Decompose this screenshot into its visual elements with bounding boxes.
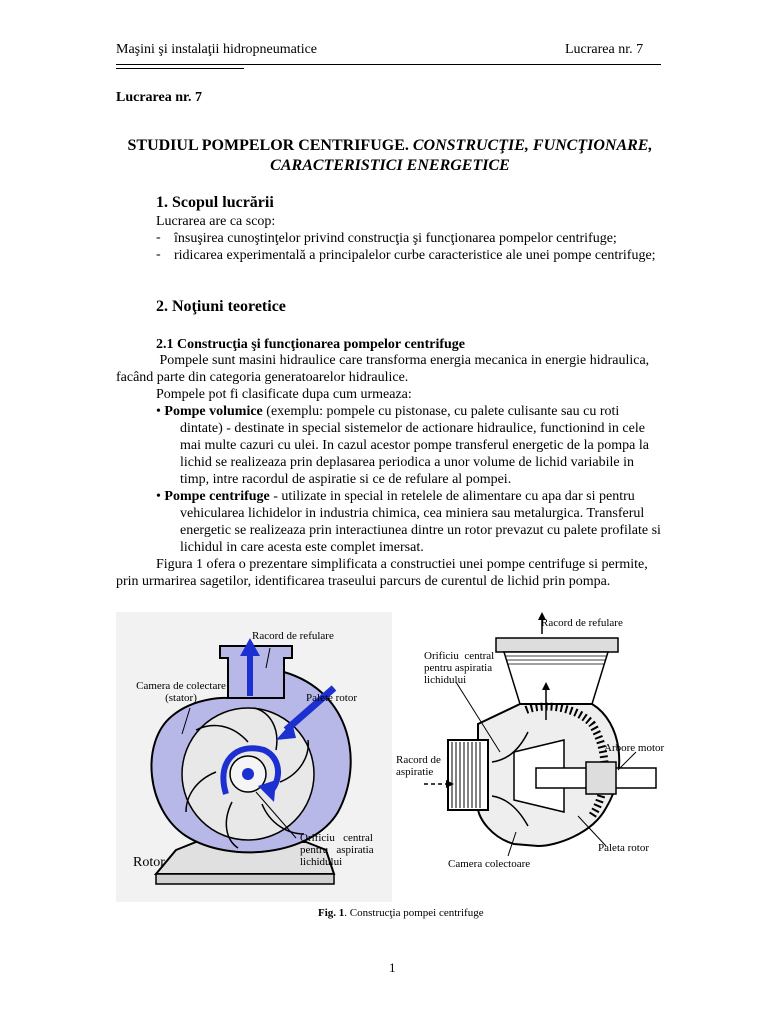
subsection-2-1-heading: 2.1 Construcţia şi funcţionarea pompelor centrifuge bbox=[156, 337, 466, 352]
title-italic-2: CARACTERISTICI ENERGETICE bbox=[270, 157, 510, 174]
label-orificiu-right-line-3: lichidului bbox=[424, 674, 467, 686]
bullet-2-line-3: energetic se realizeaza prin interactiunea dintre un rotor prevazut cu palete profilate si bbox=[180, 523, 661, 538]
running-header-left: Maşini şi instalaţii hidropneumatice bbox=[116, 42, 318, 57]
label-camera-colectare bbox=[118, 680, 244, 704]
label-orificiu-right bbox=[424, 650, 516, 686]
bullet-pompe-volumice bbox=[156, 403, 668, 488]
document-title bbox=[116, 136, 664, 176]
bullet-1-line-3: mai multe cazuri cu ulei. In cazul acestor pompe transferul energetic de la pompa la bbox=[180, 438, 649, 453]
section-1-heading: 1. Scopul lucrării bbox=[156, 194, 274, 211]
bullet-2-bold: Pompe centrifuge bbox=[164, 489, 270, 504]
para-3-line-1: Figura 1 ofera o prezentare simplificata a constructiei unei pompe centrifuge si permite, bbox=[156, 557, 648, 572]
label-racord-aspiratie-line-2: aspiratie bbox=[396, 766, 434, 778]
label-orificiu-left bbox=[300, 832, 392, 868]
bullet-1-line-1: (exemplu: pompele cu pistonase, cu palete culisante sau cu roti bbox=[262, 404, 620, 419]
dash-marker: - bbox=[156, 247, 161, 262]
bullet-2-line-4: lichidul in care acesta este complet imersat. bbox=[180, 540, 424, 555]
title-plain: STUDIUL POMPELOR CENTRIFUGE. bbox=[127, 137, 413, 154]
caption-text: . Construcţia pompei centrifuge bbox=[344, 907, 484, 919]
bullet-1-line-4: lichid se realizeaza prin deplasarea periodica a unor volume de lichid variabile in bbox=[180, 455, 635, 470]
bullet-2-line-1: - utilizate in special in retelele de alimentare cu apa dar si pentru bbox=[269, 489, 635, 504]
label-orificiu-left-line-3: lichidului bbox=[300, 856, 343, 868]
label-camera-colectoare: Camera colectoare bbox=[448, 858, 531, 870]
label-palete-rotor: Palete rotor bbox=[306, 692, 358, 704]
label-camera-line-2: (stator) bbox=[165, 692, 197, 704]
header-rule bbox=[116, 64, 661, 65]
objective-item-2: ridicarea experimentală a principalelor curbe caracteristice ale unei pompe centrifuge; bbox=[174, 248, 656, 263]
label-racord-aspiratie bbox=[396, 754, 441, 778]
bullet-dot: • bbox=[156, 404, 165, 419]
lab-label: Lucrarea nr. 7 bbox=[116, 90, 202, 105]
label-racord-aspiratie-line-1: Racord de bbox=[396, 754, 441, 766]
bullet-1-line-5: timp, intre racordul de aspiratie si ce de refulare al pompei. bbox=[180, 472, 512, 487]
para-1-line-1: Pompele sunt masini hidraulice care transforma energia mecanica in energie hidraulica, bbox=[156, 353, 650, 368]
bullet-2-line-2: vehicularea lichidelor in industria chimica, cea miniera sau metalurgica. Transferul bbox=[180, 506, 645, 521]
bullet-1-line-2: dintate) - destinate in special sistemelor de actionare hidraulice, functionind in cele bbox=[180, 421, 645, 436]
label-arbore-motor: Arbore motor bbox=[604, 742, 665, 754]
running-header-right: Lucrarea nr. 7 bbox=[565, 42, 644, 57]
dash-marker: - bbox=[156, 230, 161, 245]
bullet-pompe-centrifuge bbox=[156, 488, 668, 556]
para-2: Pompele pot fi clasificate dupa cum urmeaza: bbox=[156, 387, 412, 402]
label-camera-line-1: Camera de colectare bbox=[136, 680, 226, 692]
label-orificiu-left-line-1: Orificiu central bbox=[300, 832, 373, 844]
header-rule-short bbox=[116, 68, 244, 69]
label-paleta-rotor: Paleta rotor bbox=[598, 842, 650, 854]
title-italic-1: CONSTRUCŢIE, FUNCŢIONARE, bbox=[412, 137, 653, 154]
figure-caption bbox=[318, 907, 484, 919]
bullet-1-bold: Pompe volumice bbox=[164, 404, 263, 419]
label-orificiu-right-line-2: pentru aspiratia bbox=[424, 662, 493, 674]
label-rotor: Rotor bbox=[133, 855, 165, 870]
para-1-line-2: facând parte din categoria generatoarelor hidraulice. bbox=[116, 370, 409, 385]
objective-item-1: însuşirea cunoştinţelor privind construcţia şi funcţionarea pompelor centrifuge; bbox=[174, 231, 617, 246]
para-3-line-2: prin urmarirea sagetilor, identificarea traseului parcurs de curentul de lichid prin pompa. bbox=[116, 574, 611, 589]
label-racord-refulare-left: Racord de refulare bbox=[252, 630, 334, 642]
section-2-heading: 2. Noţiuni teoretice bbox=[156, 298, 286, 315]
label-orificiu-left-line-2: pentru aspiratia bbox=[300, 844, 374, 856]
caption-bold: Fig. 1 bbox=[318, 907, 345, 919]
section-1-intro: Lucrarea are ca scop: bbox=[156, 214, 276, 229]
page-number: 1 bbox=[389, 960, 396, 975]
bullet-dot: • bbox=[156, 489, 165, 504]
label-racord-refulare-right: Racord de refulare bbox=[541, 617, 623, 629]
label-orificiu-right-line-1: Orificiu central bbox=[424, 650, 495, 662]
